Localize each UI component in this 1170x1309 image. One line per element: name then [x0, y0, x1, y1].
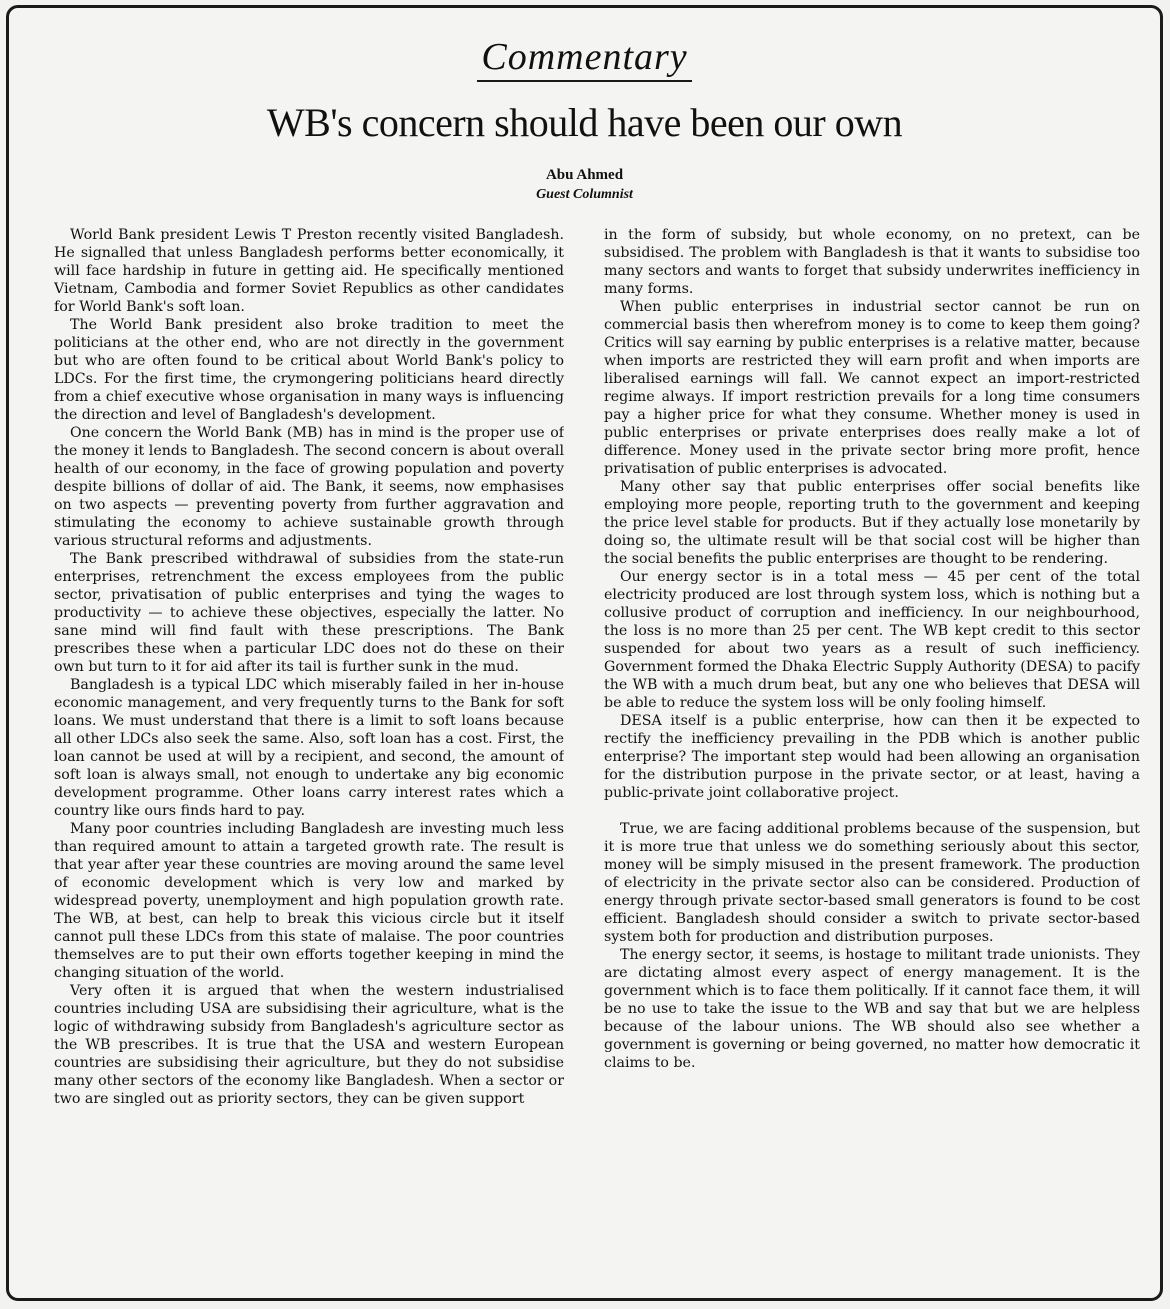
section-kicker: Commentary: [477, 34, 691, 82]
left-column: [54, 226, 564, 1294]
author-role: Guest Columnist: [536, 187, 633, 202]
paragraph: The energy sector, it seems, is hostage to militant trade unionists. They are dictating almost every aspect of energy management. It is the government which is to face them politically. If it cannot face them, it will be no use to take the issue to the WB and say that but we are helpless because of the labour unions. The WB should also see whether a government is governing or being governed, no matter how democratic it claims to be.: [604, 947, 1140, 1071]
headline: WB's concern should have been our own: [266, 100, 903, 145]
paragraph: Many poor countries including Bangladesh are investing much less than required amount to attain a targeted growth rate. The result is that year after year these countries are moving around the same level of economic development which is very low and marked by widespread poverty, unemployment and high population growth rate. The WB, at best, can help to break this vicious circle but it itself cannot pull these LDCs from this state of malaise. The poor countries themselves are to put their own efforts together keeping in mind the changing situation of the world.: [54, 821, 564, 981]
author-name: Abu Ahmed: [545, 167, 624, 183]
right-column: [604, 226, 1140, 1294]
paragraph: Bangladesh is a typical LDC which miserably failed in her in-house economic management, and very frequently turns to the Bank for soft loans. We must understand that there is a limit to soft loans because all other LDCs also seek the same. Also, soft loan has a cost. First, the loan cannot be used at will by a recipient, and second, the amount of soft loan is always small, not enough to undertake any big economic development programme. Other loans carry interest rates which a country like ours finds hard to pay.: [54, 677, 564, 819]
byline: [9, 166, 1160, 204]
paragraph: The World Bank president also broke tradition to meet the politicians at the other end, who are not directly in the government but who are often found to be critical about World Bank's policy to LDCs. For the first time, the crymongering politicians heard directly from a chief executive whose organisation in many ways is influencing the direction and level of Bangladesh's development.: [54, 317, 564, 423]
paragraph: World Bank president Lewis T Preston recently visited Bangladesh. He signalled that unless Bangladesh performs better economically, it will face hardship in future in getting aid. He specifically mentioned Vietnam, Cambodia and former Soviet Republics as other candidates for World Bank's soft loan.: [54, 227, 564, 315]
paragraph: DESA itself is a public enterprise, how can then it be expected to rectify the inefficiency prevailing in the PDB which is another public enterprise? The important step would had been allowing an organisation for the distribution purpose in the private sector, or at least, having a public-private joint collaborative project.: [604, 713, 1140, 801]
paragraph-continuation: in the form of subsidy, but whole economy, on no pretext, can be subsidised. The problem with Bangladesh is that it wants to subsidise too many sectors and wants to forget that subsidy underwrites inefficiency in many forms.: [604, 227, 1140, 297]
paragraph: Very often it is argued that when the western industrialised countries including USA are subsidising their agriculture, what is the logic of withdrawing subsidy from Bangladesh's agriculture sector as the WB prescribes. It is true that the USA and western European countries are subsidising their agriculture, but they do not subsidise many other sectors of the economy like Bangladesh. When a sector or two are singled out as priority sectors, they can be given support: [54, 983, 564, 1107]
paragraph: True, we are facing additional problems because of the suspension, but it is more true that unless we do something seriously about this sector, money will be simply misused in the present framework. The production of electricity in the private sector also can be considered. Production of energy through private sector-based small generators is found to be cost efficient. Bangladesh should consider a switch to private sector-based system both for production and distribution purposes.: [604, 821, 1140, 945]
kicker-wrapper: [9, 34, 1160, 82]
paragraph: The Bank prescribed withdrawal of subsidies from the state-run enterprises, retrenchment the excess employees from the public sector, privatisation of public enterprises and tying the wages to productivity — to achieve these objectives, especially the latter. No sane mind will find fault with these prescriptions. The Bank prescribes these when a particular LDC does not do these on their own but turn to it for aid after its tail is further sunk in the mud.: [54, 551, 564, 675]
paragraph: Many other say that public enterprises offer social benefits like employing more people, reporting truth to the government and keeping the price level stable for products. But if they actually lose monetarily by doing so, the ultimate result will be that social cost will be higher than the social benefits the public enterprises are thought to be rendering.: [604, 479, 1140, 567]
paragraph: When public enterprises in industrial sector cannot be run on commercial basis then wherefrom money is to come to keep them going? Critics will say earning by public enterprises is a relative matter, because when imports are restricted they will earn profit and when imports are liberalised earnings will fall. We cannot expect an import-restricted regime always. If import restriction prevails for a long time consumers pay a higher price for what they consume. Whether money is used in public enterprises or private enterprises does really make a lot of difference. Money used in the private sector bring more profit, hence privatisation of public enterprises is advocated.: [604, 299, 1140, 477]
paragraph: Our energy sector is in a total mess — 45 per cent of the total electricity produced are lost through system loss, which is nothing but a collusive product of corruption and inefficiency. In our neighbourhood, the loss is no more than 25 per cent. The WB kept credit to this sector suspended for about two years as a result of such inefficiency. Government formed the Dhaka Electric Supply Authority (DESA) to pacify the WB with a much drum beat, but any one who believes that DESA will be able to reduce the system loss will be only fooling himself.: [604, 569, 1140, 711]
paragraph: One concern the World Bank (MB) has in mind is the proper use of the money it lends to Bangladesh. The second concern is about overall health of our economy, in the face of growing population and poverty despite billions of dollar of aid. The Bank, it seems, now emphasises on two aspects — preventing poverty from further aggravation and stimulating the economy to achieve sustainable growth through various structural reforms and adjustments.: [54, 425, 564, 549]
